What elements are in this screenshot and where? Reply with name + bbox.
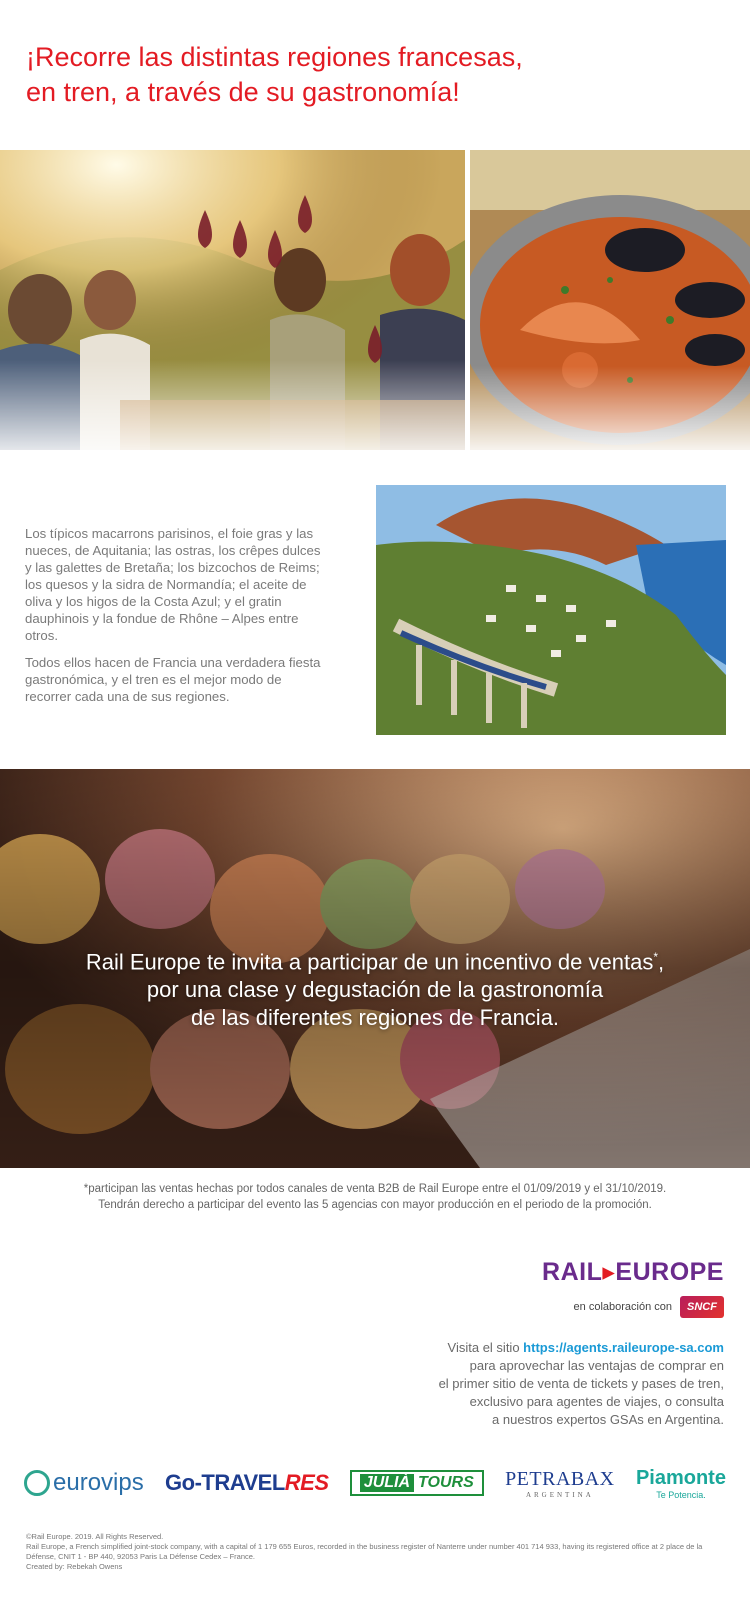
banner-line-1-end: , <box>658 949 665 975</box>
visit-line-5: a nuestros expertos GSAs en Argentina. <box>492 1412 724 1427</box>
brand-rail: RAIL <box>542 1258 603 1286</box>
banner-line-1: Rail Europe te invita a participar de un incentivo de ventas <box>85 949 654 975</box>
collaboration-line <box>574 1296 724 1318</box>
gotravelres-logo <box>165 1470 329 1496</box>
visit-line-2: para aprovechar las ventajas de comprar en <box>469 1358 724 1373</box>
seafood-stew-illustration <box>470 150 750 450</box>
legal-line-2: Rail Europe, a French simplified joint-stock company, with a capital of 1 179 655 Euros, recorded in the business register of Nanterre under number 401 714 933, having its registered office at 2 place de la Défense, CNIT 1 - BP 440, 92053 Paris La Défense Cedex – France. <box>26 1542 703 1561</box>
promo-footnote <box>0 1181 750 1213</box>
banner-line-3: de las diferentes regiones de Francia. <box>190 1005 560 1031</box>
coastal-train-illustration <box>376 485 726 735</box>
macarons-banner <box>0 769 750 1168</box>
intro-paragraph-1: Los típicos macarrons parisinos, el foie gras y las nueces, de Aquitania; las ostras, los crêpes dulces y las galettes de Bretaña; los bizcochos de Reims; los quesos y la sidra de Normandía; el aceite de oliva y los higos de la Costa Azul; y el gratin dauphinois y la fondue de Rhône – Alpes entre otros. <box>25 526 321 643</box>
visit-prefix: Visita el sitio <box>447 1340 524 1355</box>
visit-line-3: el primer sitio de venta de tickets y pases de tren, <box>438 1376 724 1391</box>
legal-line-3: Created by: Rebekah Owens <box>26 1562 123 1571</box>
brand-europe: EUROPE <box>615 1258 724 1286</box>
agents-site-link[interactable]: https://agents.raileurope-sa.com <box>523 1340 724 1355</box>
legal-line-1: ©Rail Europe. 2019. All Rights Reserved. <box>26 1532 164 1541</box>
banner-asterisk: * <box>653 950 658 964</box>
piamonte-logo <box>636 1467 726 1500</box>
petrabax-logo <box>505 1468 615 1499</box>
coastal-train-photo <box>376 485 726 735</box>
eurovips-logo <box>24 1469 144 1497</box>
goto-prefix: Go-TRAVEL <box>165 1470 285 1495</box>
goto-res: RES <box>284 1470 329 1495</box>
visit-line-4: exclusivo para agentes de viajes, o consulta <box>469 1394 724 1409</box>
petrabax-sub: ARGENTINA <box>525 1490 594 1499</box>
collab-text: en colaboración con <box>573 1301 672 1313</box>
julia-box: JULIÀ <box>360 1474 414 1492</box>
title-line-1: ¡Recorre las distintas regiones francesas, <box>26 42 523 72</box>
banner-line-2: por una clase y degustación de la gastronomía <box>146 977 604 1003</box>
partner-logos <box>24 1465 726 1501</box>
friends-toasting-illustration <box>0 150 465 450</box>
footnote-line-2: Tendrán derecho a participar del evento las 5 agencias con mayor producción en el periodo de la promoción. <box>98 1199 652 1211</box>
banner-invitation-text <box>0 943 750 1032</box>
eurovips-text: eurovips <box>53 1469 144 1496</box>
piamonte-name: Piamonte <box>635 1466 726 1489</box>
page-title <box>26 40 726 110</box>
juliatours-logo <box>350 1470 484 1496</box>
footnote-line-1: *participan las ventas hechas por todos canales de venta B2B de Rail Europe entre el 01/09/2019 y el 31/10/2019. <box>83 1183 667 1195</box>
legal-notice <box>26 1532 726 1572</box>
raileurope-logo <box>542 1257 724 1287</box>
brand-arrow-icon: ▸ <box>602 1258 616 1286</box>
julia-rest: TOURS <box>418 1474 474 1491</box>
eurovips-mark-icon <box>24 1470 50 1496</box>
friends-toasting-photo <box>0 150 465 450</box>
petrabax-name: PETRABAX <box>505 1467 615 1490</box>
sncf-logo: SNCF <box>680 1296 724 1318</box>
seafood-stew-photo <box>470 150 750 450</box>
visit-site-text <box>394 1339 724 1429</box>
title-line-2: en tren, a través de su gastronomía! <box>26 77 460 107</box>
intro-paragraph-2: Todos ellos hacen de Francia una verdadera fiesta gastronómica, y el tren es el mejor modo de recorrer cada una de sus regiones. <box>25 655 321 704</box>
piamonte-sub: Te Potencia. <box>656 1489 706 1500</box>
